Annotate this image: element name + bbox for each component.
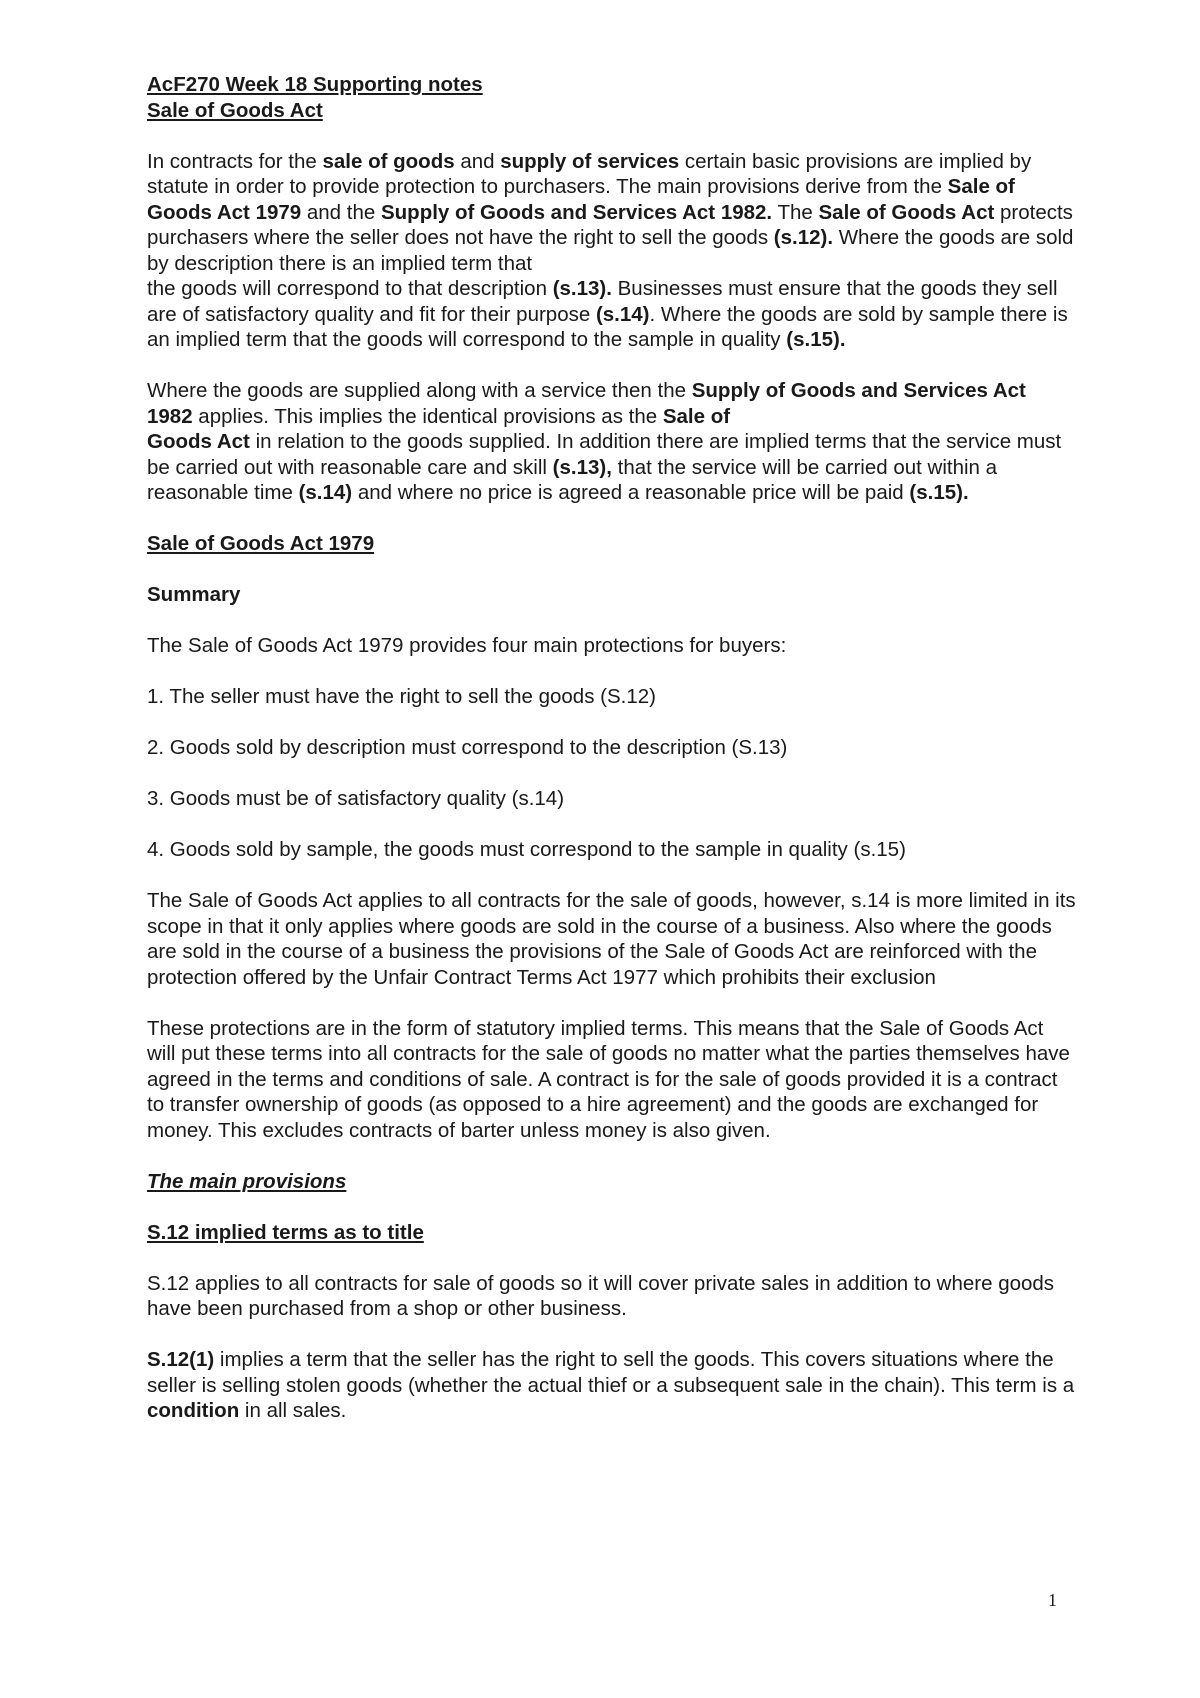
summary-item-2: 2. Goods sold by description must correspond to the description (S.13) [147,736,788,759]
bold-run: Goods Act [147,430,250,453]
bold-run: Sale of Goods Act [818,200,995,224]
s12-paragraph-2 [147,1347,1077,1424]
bold-run: Supply of Goods and Services Act 1982 [147,379,1026,428]
text-run: In contracts for the [147,149,323,173]
scope-paragraph: The Sale of Goods Act applies to all contracts for the sale of goods, however, s.14 is more limited in its scope in that it only applies where goods are sold in the course of a business. Also where the goods are sold in the course of a business the provisions of the Sale of Goods Act are reinforced with the protection offered by the Unfair Contract Terms Act 1977 which prohibits their exclusion [147,889,1076,989]
bold-run: (s.13). [552,277,612,300]
bold-run: (s.14) [298,481,353,504]
s12-heading: S.12 implied terms as to title [147,1220,424,1244]
text-run: that the service will be carried out within a reasonable time [147,455,998,504]
intro-paragraph-1 [147,149,1077,353]
page-number: 1 [1048,1590,1057,1610]
text-run: applies. This implies the identical provisions as the [192,404,663,428]
s12-paragraph-1: S.12 applies to all contracts for sale of goods so it will cover private sales in addition to where goods have been purchased from a shop or other business. [147,1271,1055,1320]
document-page [147,72,1077,1424]
summary-item-4: 4. Goods sold by sample, the goods must correspond to the sample in quality (s.15) [147,838,906,861]
bold-run: (s.14) [595,302,650,326]
text-run: in all sales. [239,1399,347,1422]
text-run: implies a term that the seller has the right to sell the goods. This covers situations where the seller is selling stolen goods (whether the actual thief or a subsequent sale in the chain). This term is a [147,1348,1075,1397]
text-run: and where no price is agreed a reasonable price will be paid [352,481,910,504]
text-run: and the [301,200,381,224]
summary-item-3: 3. Goods must be of satisfactory quality (s.14) [147,787,565,810]
doc-title: AcF270 Week 18 Supporting notes [147,73,483,96]
bold-run: supply of services [500,149,680,173]
bold-run: S.12(1) [147,1348,215,1371]
text-run: in relation to the goods supplied. In addition there are implied terms that the service must be carried out with reasonable care and skill [147,430,1062,479]
section-heading-sale-of-goods-act: Sale of Goods Act 1979 [147,532,375,555]
implied-terms-paragraph: These protections are in the form of statutory implied terms. This means that the Sale of Goods Act will put these terms into all contracts for the sale of goods no matter what the parties themselves have agreed in the terms and conditions of sale. A contract is for the sale of goods provided it is a contract to transfer ownership of goods (as opposed to a hire agreement) and the goods are exchanged for money. This excludes contracts of barter unless money is also given. [147,1016,1070,1142]
summary-intro: The Sale of Goods Act 1979 provides four main protections for buyers: [147,634,787,657]
summary-item-1: 1. The seller must have the right to sell the goods (S.12) [147,685,656,708]
text-run: Where the goods are supplied along with a service then the [147,379,692,402]
bold-run: sale of goods [322,149,455,173]
bold-run: (s.12). [773,226,834,249]
text-run: The [772,200,819,224]
text-run: protects purchasers where the seller does not have the right to sell the goods [147,200,1073,249]
text-run: Businesses must ensure that the goods they sell are of satisfactory quality and fit for their purpose [147,277,1058,326]
text-run: and [454,149,501,173]
summary-heading: Summary [147,583,241,606]
text-run: Where the goods are sold by description there is an implied term that [147,226,1074,275]
bold-run: (s.15). [786,328,846,351]
bold-run: Supply of Goods and Services Act 1982. [380,200,773,224]
text-run: certain basic provisions are implied by statute in order to provide protection to purchasers. The main provisions derive from the [147,149,1032,198]
text-run: the goods will correspond to that description [147,277,553,300]
text-run: . Where the goods are sold by sample there is an implied term that the goods will correspond to the sample in quality [147,302,1068,351]
bold-run: Sale of Goods Act 1979 [147,175,1015,224]
bold-run: condition [147,1399,240,1422]
bold-run: Sale of [662,404,731,428]
bold-run: (s.15). [909,481,969,504]
bold-run: (s.13), [552,455,612,479]
doc-subtitle: Sale of Goods Act [147,98,323,122]
main-provisions-heading: The main provisions [147,1169,347,1193]
intro-paragraph-2 [147,378,1077,506]
